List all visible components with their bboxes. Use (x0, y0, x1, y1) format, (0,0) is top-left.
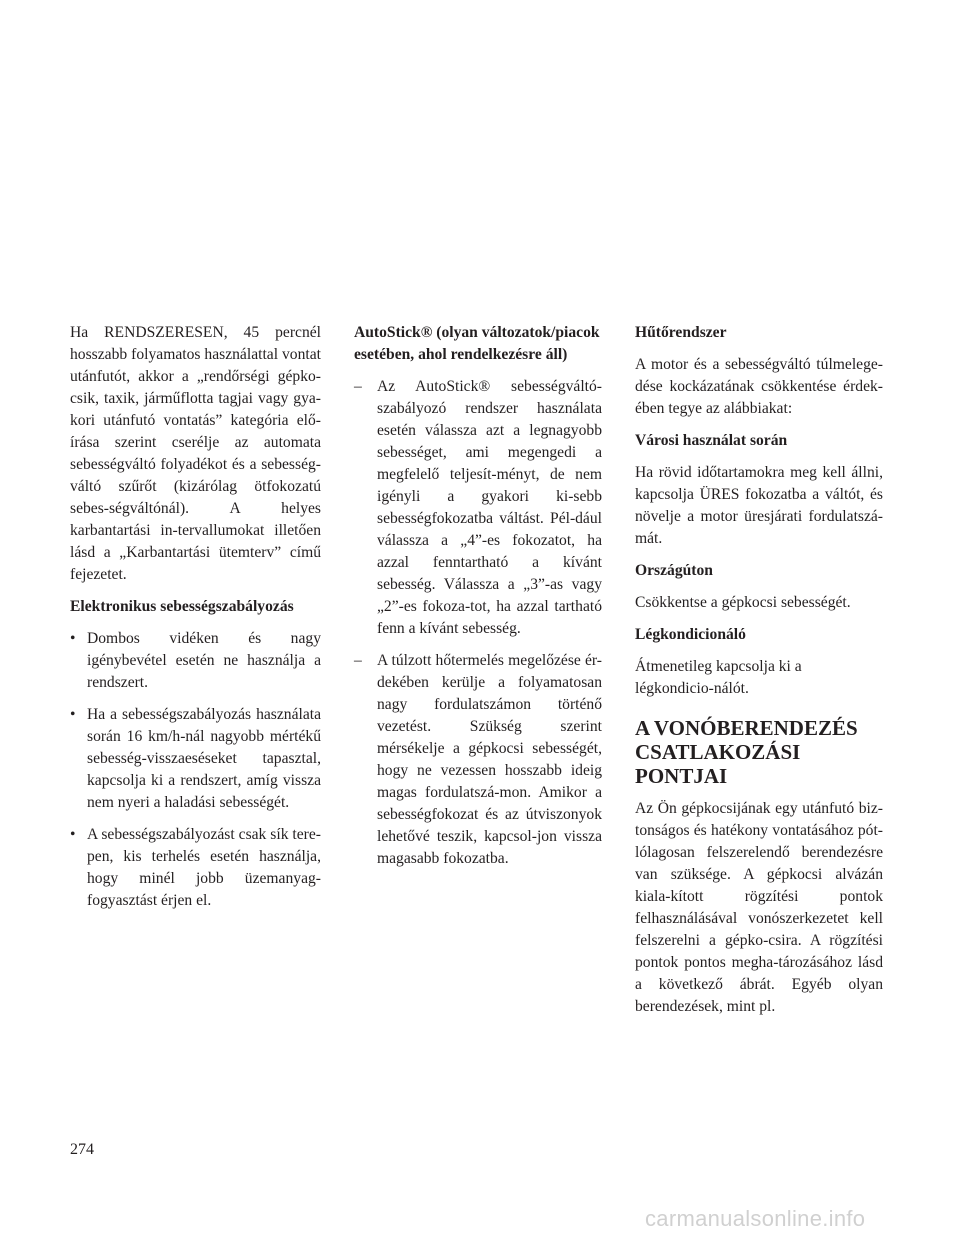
column-left (70, 322, 321, 922)
watermark: carmanualsonline.info (645, 1206, 866, 1231)
air-conditioning-heading: Légkondicionáló (635, 626, 746, 643)
list-item: – Az AutoStick® sebességváltó-szabályozó rendszer használata esetén válassza azt a legnagyobb sebességet, ami megengedi a megfelelő teljesít-ményt, de nem igényli a gyakori ki-sebb sebességfokozatba váltást. Pél-dául válassza a „4”-es fokozatot, ha azzal fenntartható a kívánt sebesség. Válassza a „3”-as vagy „2”-es fokoza-tot, ha azzal tartható fenn a kívánt sebesség. (354, 378, 602, 637)
bullet-icon: • (70, 826, 76, 843)
city-driving-heading: Városi használat során (635, 432, 788, 449)
dash-icon: – (354, 652, 362, 669)
bullet-icon: • (70, 706, 76, 723)
list-item: • Dombos vidéken és nagy igénybevétel esetén ne használja a rendszert. (70, 630, 321, 691)
bullet-icon: • (70, 630, 76, 647)
section-title: A VONÓBERENDEZÉS CSATLAKOZÁSI PONTJAI (635, 716, 858, 788)
cruise-control-heading: Elektronikus sebességszabályozás (70, 598, 294, 615)
dash-icon: – (354, 378, 362, 395)
column-right (635, 322, 883, 1028)
towing-points-paragraph: Az Ön gépkocsijának egy utánfutó biz-tonságos és hatékony vontatásához pót-lólagosan felszerelendő berendezésre van szüksége. A gépkocsi alvázán kiala-kított rögzítési pontok felhasználásával vonószerkezetet kell felszerelni a gépko-csira. A rögzítési pontok pontos megha-tározásához lásd a következő ábrát. Egyéb olyan berendezések, mint pl. (635, 800, 883, 1015)
list-item: • Ha a sebességszabályozás használata során 16 km/h-nál nagyobb mértékű sebesség-visszaeséseket tapasztal, kapcsolja ki a rendszert, amíg vissza nem nyeri a haladási sebességét. (70, 706, 321, 811)
cooling-system-paragraph: A motor és a sebességváltó túlmelege-dése kockázatának csökkentése érdek-ében tegye az alábbiakat: (635, 356, 883, 417)
air-conditioning-paragraph: Átmenetileg kapcsolja ki a légkondicio-nálót. (635, 658, 802, 697)
list-item: • A sebességszabályozást csak sík tere-pen, kis terhelés esetén használja, hogy minél jobb üzemanyag-fogyasztást érjen el. (70, 826, 321, 909)
autostick-heading: AutoStick® (olyan változatok/piacok esetében, ahol rendelkezésre áll) (354, 324, 600, 363)
cruise-control-list (70, 628, 321, 912)
towing-maintenance-paragraph: Ha RENDSZERESEN, 45 percnél hosszabb folyamatos használattal vontat utánfutót, akkor a „rendőrségi gépko-csik, taxik, járműflotta tagjai vagy gya-kori utánfutó vontatás” kategória elő-írása szerint cserélje az automata sebességváltó folyadékot és a sebesség-váltó szűrőt (kizárólag ötfokozatú sebes-ségváltónál). A helyes karbantartási in-tervallumokat illetően lásd a „Karbantartási ütemterv” című fejezetet. (70, 324, 321, 583)
autostick-list (354, 376, 602, 870)
list-item: – A túlzott hőtermelés megelőzése ér-dekében kerülje a folyamatosan nagy fordulatszámon történő vezetést. Szükség szerint mérsékelje a gépkocsi sebességét, hogy ne vezessen hosszabb ideig magas fordulatszá-mon. Amikor a sebességfokozat és az útviszonyok lehetővé teszik, kapcsol-jon vissza magasabb fokozatba. (354, 652, 602, 867)
page-number: 274 (70, 1141, 94, 1158)
column-middle (354, 322, 602, 880)
city-driving-paragraph: Ha rövid időtartamokra meg kell állni, kapcsolja ÜRES fokozatba a váltót, és növelje a motor üresjárati fordulatszá-mát. (635, 464, 883, 547)
highway-heading: Országúton (635, 562, 713, 579)
highway-paragraph: Csökkentse a gépkocsi sebességét. (635, 594, 851, 611)
cooling-system-heading: Hűtőrendszer (635, 324, 727, 341)
